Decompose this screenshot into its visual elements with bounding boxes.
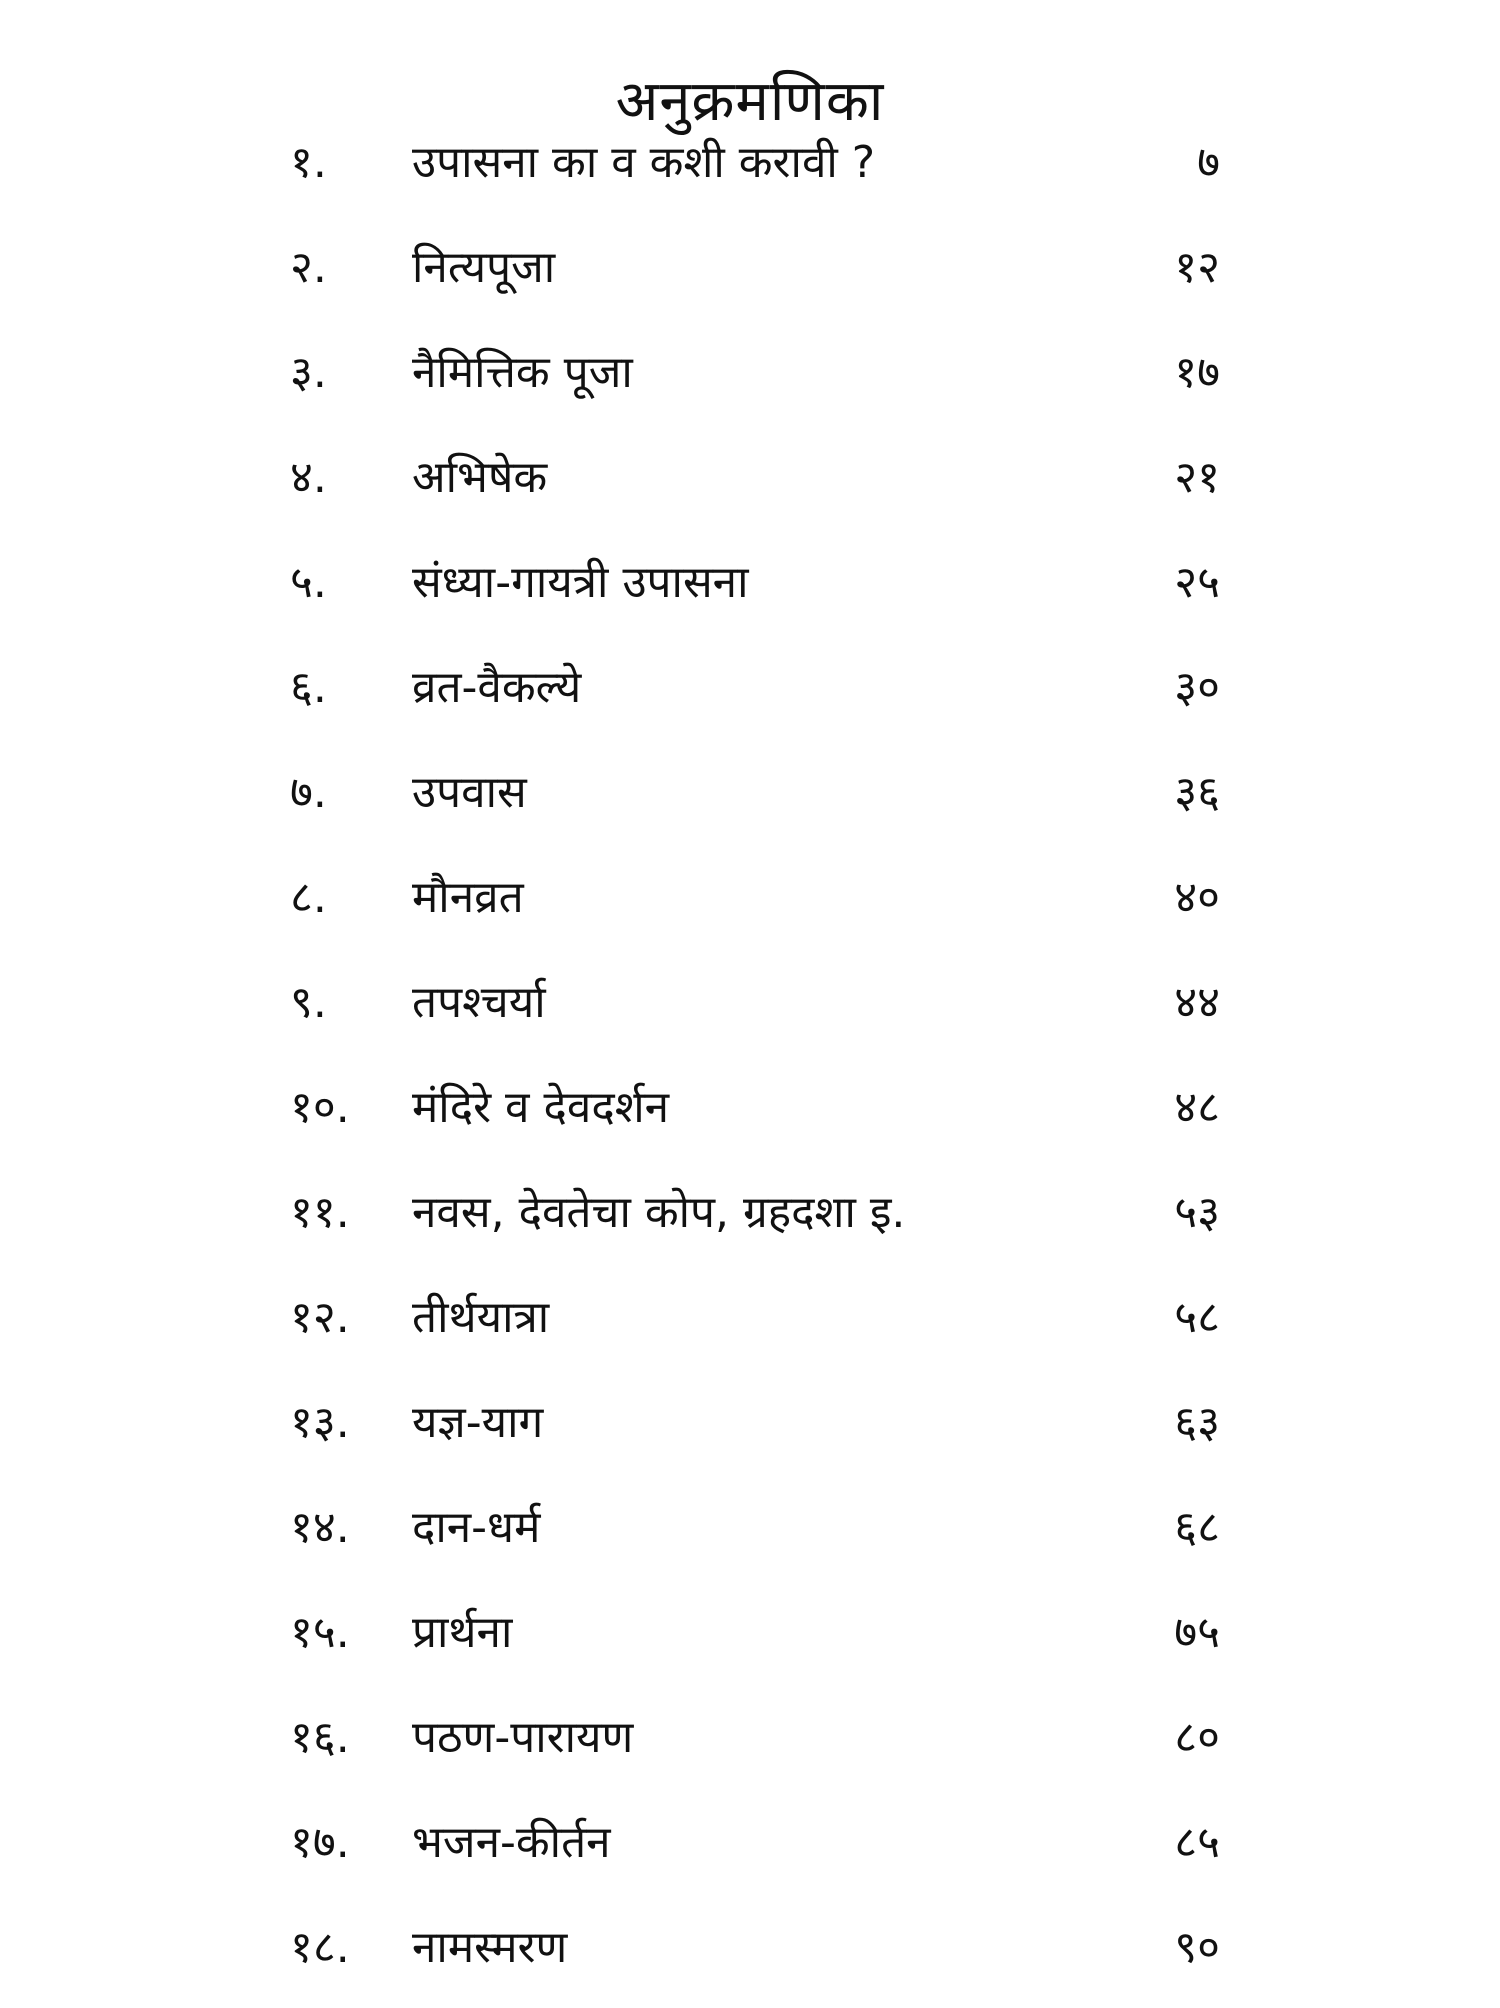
entry-title: मंदिरे व देवदर्शन [412, 1082, 670, 1133]
toc-entry [0, 643, 1500, 748]
entry-number: १२. [290, 1292, 350, 1343]
entry-title: यज्ञ-याग [412, 1397, 544, 1448]
toc-entry [0, 853, 1500, 958]
entry-page-number: ४४ [1174, 977, 1220, 1028]
toc-entry [0, 1063, 1500, 1168]
toc-entry [0, 1903, 1500, 2008]
toc-entry [0, 748, 1500, 853]
entry-title: नामस्मरण [412, 1922, 568, 1973]
entry-title: मौनव्रत [412, 872, 524, 923]
entry-page-number: ३६ [1174, 767, 1220, 818]
entry-title: नवस, देवतेचा कोप, ग्रहदशा इ. [412, 1187, 906, 1238]
entry-page-number: ९० [1174, 1922, 1220, 1973]
entry-title: तपश्चर्या [412, 977, 546, 1028]
entry-number: ८. [290, 872, 327, 923]
entry-number: १६. [290, 1712, 350, 1763]
toc-entry [0, 1798, 1500, 1903]
entry-number: ११. [290, 1187, 350, 1238]
entry-page-number: ४८ [1174, 1082, 1220, 1133]
entry-page-number: ८५ [1174, 1817, 1220, 1868]
entry-title: तीर्थयात्रा [412, 1292, 550, 1343]
entry-number: १७. [290, 1817, 350, 1868]
entry-number: ५. [290, 557, 327, 608]
entry-page-number: ५८ [1174, 1292, 1220, 1343]
entry-page-number: ६३ [1174, 1397, 1220, 1448]
entry-number: १५. [290, 1607, 350, 1658]
entry-number: ३. [290, 347, 327, 398]
entry-title: उपासना का व कशी करावी ? [412, 137, 876, 188]
toc-entry [0, 328, 1500, 433]
entry-page-number: १२ [1174, 242, 1220, 293]
entry-page-number: १७ [1174, 347, 1220, 398]
toc-entry [0, 958, 1500, 1063]
entry-page-number: ४० [1174, 872, 1220, 923]
entry-number: २. [290, 242, 327, 293]
toc-entry [0, 223, 1500, 328]
entry-title: अभिषेक [412, 452, 548, 503]
entry-page-number: ७ [1197, 137, 1220, 188]
entry-title: भजन-कीर्तन [412, 1817, 611, 1868]
entry-page-number: ५३ [1174, 1187, 1220, 1238]
entry-page-number: ८० [1174, 1712, 1220, 1763]
toc-entry [0, 538, 1500, 643]
toc-entry [0, 1378, 1500, 1483]
toc-entry [0, 1693, 1500, 1798]
toc-entry [0, 433, 1500, 538]
entry-title: दान-धर्म [412, 1502, 541, 1553]
table-of-contents [0, 118, 1500, 2008]
entry-title: उपवास [412, 767, 527, 818]
entry-page-number: २१ [1174, 452, 1220, 503]
entry-number: १४. [290, 1502, 350, 1553]
entry-page-number: ७५ [1174, 1607, 1220, 1658]
entry-page-number: ६८ [1174, 1502, 1220, 1553]
toc-entry [0, 1168, 1500, 1273]
page-title: अनुक्रमणिका [615, 68, 885, 134]
entry-title: प्रार्थना [412, 1607, 513, 1658]
entry-title: नित्यपूजा [412, 242, 556, 293]
entry-title: व्रत-वैकल्ये [412, 662, 582, 713]
entry-number: १८. [290, 1922, 350, 1973]
toc-entry [0, 1273, 1500, 1378]
toc-entry [0, 1588, 1500, 1693]
entry-number: ९. [290, 977, 327, 1028]
entry-title: संध्या-गायत्री उपासना [412, 557, 749, 608]
entry-number: ६. [290, 662, 327, 713]
entry-title: पठण-पारायण [412, 1712, 634, 1763]
entry-title: नैमित्तिक पूजा [412, 347, 633, 398]
entry-page-number: २५ [1174, 557, 1220, 608]
entry-number: ७. [290, 767, 327, 818]
entry-page-number: ३० [1174, 662, 1220, 713]
entry-number: १३. [290, 1397, 350, 1448]
entry-number: ४. [290, 452, 327, 503]
toc-entry [0, 118, 1500, 223]
entry-number: १०. [290, 1082, 350, 1133]
toc-entry [0, 1483, 1500, 1588]
entry-number: १. [290, 137, 327, 188]
